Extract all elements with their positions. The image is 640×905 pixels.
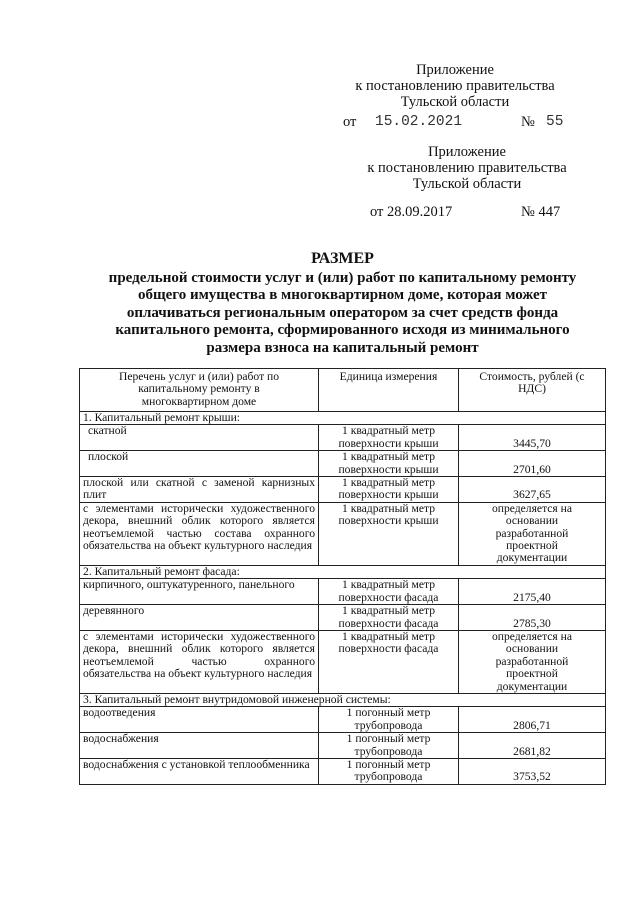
section-row bbox=[80, 412, 606, 425]
cost-table bbox=[79, 368, 606, 785]
from-label: от bbox=[343, 114, 357, 130]
table-row bbox=[80, 707, 606, 733]
header-price: Стоимость, рублей (с НДС) bbox=[459, 369, 606, 412]
price-cell: 2701,60 bbox=[459, 451, 606, 477]
section-title: 2. Капитальный ремонт фасада: bbox=[80, 565, 606, 578]
service-name: плоской bbox=[80, 451, 319, 477]
service-name: скатной bbox=[80, 425, 319, 451]
title-line1: предельной стоимости услуг и (или) работ по капитальному ремонту bbox=[108, 269, 577, 286]
title-main: РАЗМЕР bbox=[311, 250, 374, 267]
section-row bbox=[80, 565, 606, 578]
unit-cell: 1 квадратный метр поверхности крыши bbox=[319, 477, 459, 503]
section-title: 3. Капитальный ремонт внутридомовой инженерной системы: bbox=[80, 693, 606, 706]
unit-cell: 1 квадратный метр поверхности крыши bbox=[319, 425, 459, 451]
unit-cell: 1 квадратный метр поверхности крыши bbox=[319, 451, 459, 477]
amendment-date-line bbox=[343, 114, 583, 130]
amendment-header-line2: к постановлению правительства bbox=[355, 78, 555, 94]
original-header-line3: Тульской области bbox=[412, 176, 522, 192]
table-row bbox=[80, 425, 606, 451]
section-row bbox=[80, 693, 606, 706]
number-label: № bbox=[521, 114, 535, 130]
header-services: Перечень услуг и (или) работ по капитальному ремонту в многоквартирном доме bbox=[80, 369, 319, 412]
section-title: 1. Капитальный ремонт крыши: bbox=[80, 412, 606, 425]
original-date-line bbox=[370, 204, 590, 220]
price-cell: 3753,52 bbox=[459, 758, 606, 784]
unit-cell: 1 погонный метр трубопровода bbox=[319, 733, 459, 759]
table-row bbox=[80, 477, 606, 503]
table-row bbox=[80, 733, 606, 759]
service-name: водоотведения bbox=[80, 707, 319, 733]
original-number: № 447 bbox=[521, 204, 561, 220]
title-line3: оплачиваться региональным оператором за счет средств фонда bbox=[126, 304, 559, 321]
original-header-line2: к постановлению правительства bbox=[367, 160, 567, 176]
original-date: от 28.09.2017 bbox=[370, 204, 453, 220]
original-header bbox=[342, 144, 592, 192]
unit-cell: 1 погонный метр трубопровода bbox=[319, 707, 459, 733]
price-cell: 2175,40 bbox=[459, 579, 606, 605]
title-line5: размера взноса на капитальный ремонт bbox=[206, 339, 479, 356]
original-header-line1: Приложение bbox=[428, 144, 506, 160]
header-unit: Единица измерения bbox=[319, 369, 459, 412]
service-name: с элементами исторически художественного декора, внешний облик которого является неотъемлемой частью состава охранного обязательства на объект культурного наследия bbox=[80, 502, 319, 565]
unit-cell: 1 квадратный метр поверхности фасада bbox=[319, 579, 459, 605]
price-cell: определяется на основании разработанной проектной документации bbox=[459, 502, 606, 565]
table-row bbox=[80, 605, 606, 631]
table-row bbox=[80, 451, 606, 477]
amendment-date: 15.02.2021 bbox=[375, 114, 463, 130]
price-cell: определяется на основании разработанной проектной документации bbox=[459, 630, 606, 693]
service-name: водоснабжения bbox=[80, 733, 319, 759]
table-row bbox=[80, 758, 606, 784]
title-line2: общего имущества в многоквартирном доме, которая может bbox=[137, 287, 548, 303]
service-name: плоской или скатной с заменой карнизных плит bbox=[80, 477, 319, 503]
amendment-header bbox=[330, 62, 580, 110]
unit-cell: 1 квадратный метр поверхности крыши bbox=[319, 502, 459, 565]
unit-cell: 1 квадратный метр поверхности фасада bbox=[319, 630, 459, 693]
amendment-number: 55 bbox=[546, 114, 564, 130]
price-cell: 3627,65 bbox=[459, 477, 606, 503]
price-cell: 2681,82 bbox=[459, 733, 606, 759]
unit-cell: 1 погонный метр трубопровода bbox=[319, 758, 459, 784]
title-line4: капитального ремонта, сформированного исходя из минимального bbox=[115, 322, 570, 338]
service-name: водоснабжения с установкой теплообменника bbox=[80, 758, 319, 784]
table-row bbox=[80, 502, 606, 565]
unit-cell: 1 квадратный метр поверхности фасада bbox=[319, 605, 459, 631]
price-cell: 2806,71 bbox=[459, 707, 606, 733]
service-name: с элементами исторически художественного декора, внешний облик которого является неотъемлемой частью охранного обязательства на объект культурного наследия bbox=[80, 630, 319, 693]
price-cell: 3445,70 bbox=[459, 425, 606, 451]
service-name: кирпичного, оштукатуренного, панельного bbox=[80, 579, 319, 605]
amendment-header-line1: Приложение bbox=[416, 62, 494, 78]
table-header-row bbox=[80, 369, 606, 412]
amendment-header-line3: Тульской области bbox=[400, 94, 510, 110]
document-title bbox=[80, 250, 605, 357]
service-name: деревянного bbox=[80, 605, 319, 631]
table-row bbox=[80, 579, 606, 605]
price-cell: 2785,30 bbox=[459, 605, 606, 631]
table-row bbox=[80, 630, 606, 693]
